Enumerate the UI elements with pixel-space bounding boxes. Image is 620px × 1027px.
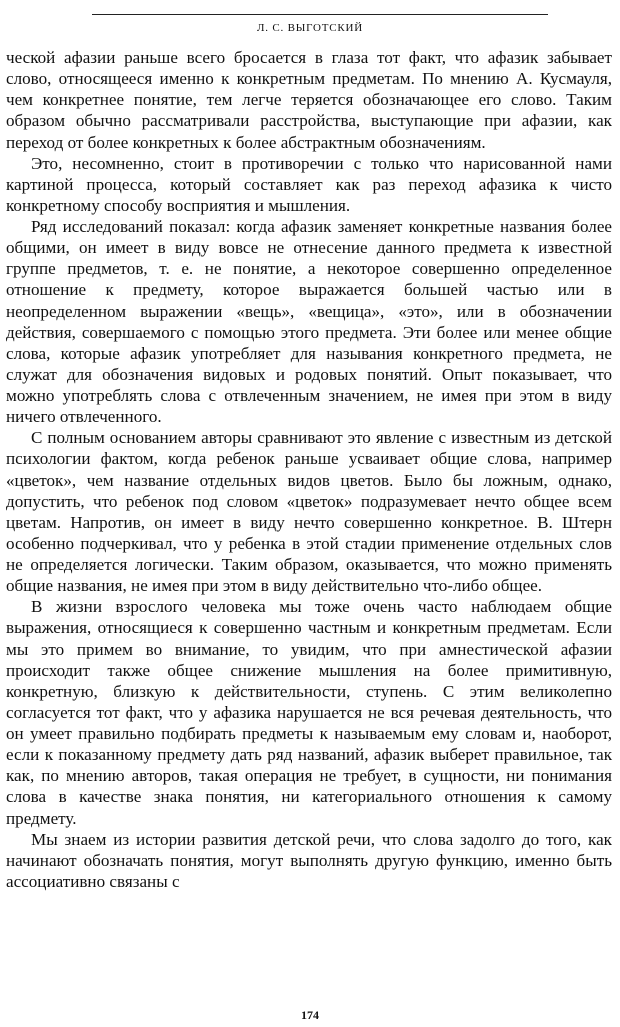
running-header: Л. С. ВЫГОТСКИЙ (256, 22, 364, 34)
header-rule (92, 14, 548, 15)
page-number: 174 (301, 1008, 319, 1022)
paragraph-5: В жизни взрослого человека мы тоже очень часто наблюдаем общие выражения, относящиеся к совершенно частным и конкретным предметам. Если мы это примем во внимание, то увидим, что при амнестической афазии происходит также общее снижение мышления на более примитивную, конкретную, близкую к действительности, ступень. С этим великолепно согласуется тот факт, что у афазика нарушается не вся речевая деятельность, что он умеет правильно подбирать предметы к называемым ему словам и, наоборот, если к показанному предмету дать ряд названий, афазик выберет правильное, так как, по мнению авторов, такая операция не требует, в сущности, ни понимания слова в качестве знака понятия, ни категориального отношения к самому предмету. (6, 597, 612, 828)
paragraph-1: ческой афазии раньше всего бросается в глаза тот факт, что афазик забывает слово, относящееся именно к конкретным предметам. По мнению А. Кусмауля, чем конкретнее понятие, тем легче теряется обозначающее его слово. Таким образом обычно рассматривали расстройства, выступающие при афазии, как переход от более конкретных к более абстрактным обозначениям. (6, 48, 612, 152)
paragraph-4: С полным основанием авторы сравнивают это явление с известным из детской психологии фактом, когда ребенок раньше усваивает общие слова, например «цветок», чем название отдельных видов цветов. Было бы ложным, однако, допустить, что ребенок под словом «цветок» подразумевает нечто общее всем цветам. Напротив, он имеет в виду нечто совершенно конкретное. В. Штерн особенно подчеркивал, что у ребенка в этой стадии применение отдельных слов не определяется логически. Таким образом, оказывается, что можно применять общие названия, не имея при этом в виду действительно что-либо общее. (6, 428, 612, 596)
body-text (6, 47, 612, 892)
paragraph-2: Это, несомненно, стоит в противоречии с только что нарисованной нами картиной процесса, который составляет как раз переход афазика к чисто конкретному способу восприятия и мышления. (6, 153, 612, 215)
paragraph-6: Мы знаем из истории развития детской речи, что слова задолго до того, как начинают обозначать понятия, могут выполнять другую функцию, именно быть ассоциативно связаны с (6, 829, 612, 891)
paragraph-3: Ряд исследований показал: когда афазик заменяет конкретные названия более общими, он имеет в виду вовсе не отнесение данного предмета к известной группе предметов, т. е. не понятие, а некоторое совершенно определенное отношение к предмету, которое выражается большей частью или в неопределенном выражении «вещь», «вещица», «это», или в обозначении действия, совершаемого с помощью этого предмета. Эти более или менее общие слова, которые афазик употребляет для называния конкретного предмета, не служат для обозначения видовых и родовых понятий. Опыт показывает, что можно употреблять слова с отвлеченным значением, не имея при этом в виду ничего отвлеченного. (6, 217, 612, 427)
